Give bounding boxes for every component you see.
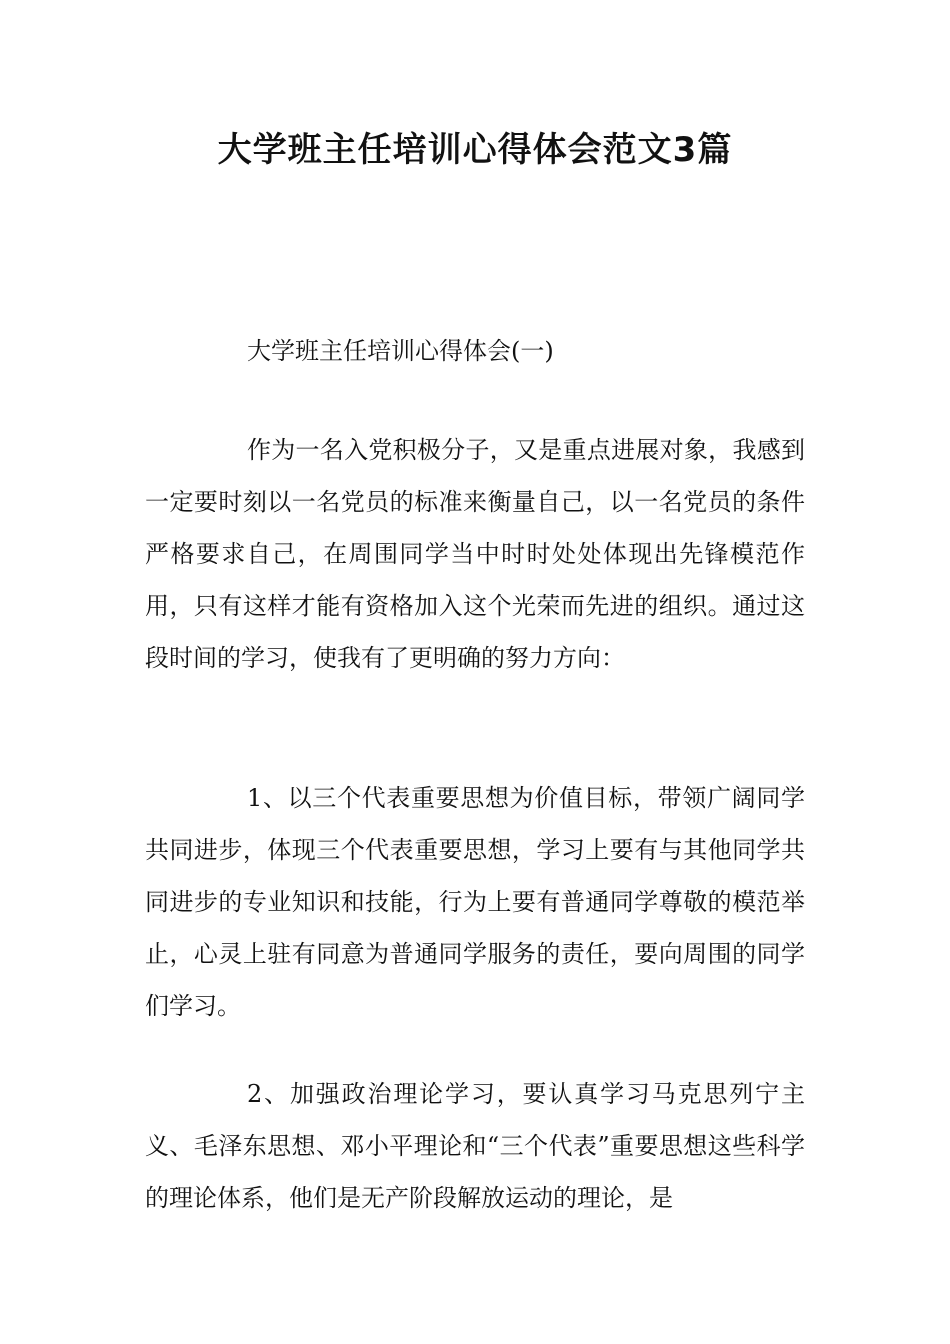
paragraph-intro: 作为一名入党积极分子，又是重点进展对象，我感到一定要时刻以一名党员的标准来衡量自己，以一名党员的条件严格要求自己，在周围同学当中时时处处体现出先锋模范作用，只有这样才能有资格加入这个光荣而先进的组织。通过这段时间的学习，使我有了更明确的努力方向： [145, 436, 805, 672]
paragraph-point-1: 1、以三个代表重要思想为价值目标，带领广阔同学共同进步，体现三个代表重要思想，学习上要有与其他同学共同进步的专业知识和技能，行为上要有普通同学尊敬的模范举止，心灵上驻有同意为普通同学服务的责任，要向周围的同学们学习。 [145, 784, 805, 1020]
document-title: 大学班主任培训心得体会范文3篇 [217, 130, 733, 170]
section-heading: 大学班主任培训心得体会(一) [247, 337, 554, 365]
paragraph-point-2: 2、加强政治理论学习，要认真学习马克思列宁主义、毛泽东思想、邓小平理论和“三个代表”重要思想这些科学的理论体系，他们是无产阶段解放运动的理论，是 [145, 1080, 805, 1212]
